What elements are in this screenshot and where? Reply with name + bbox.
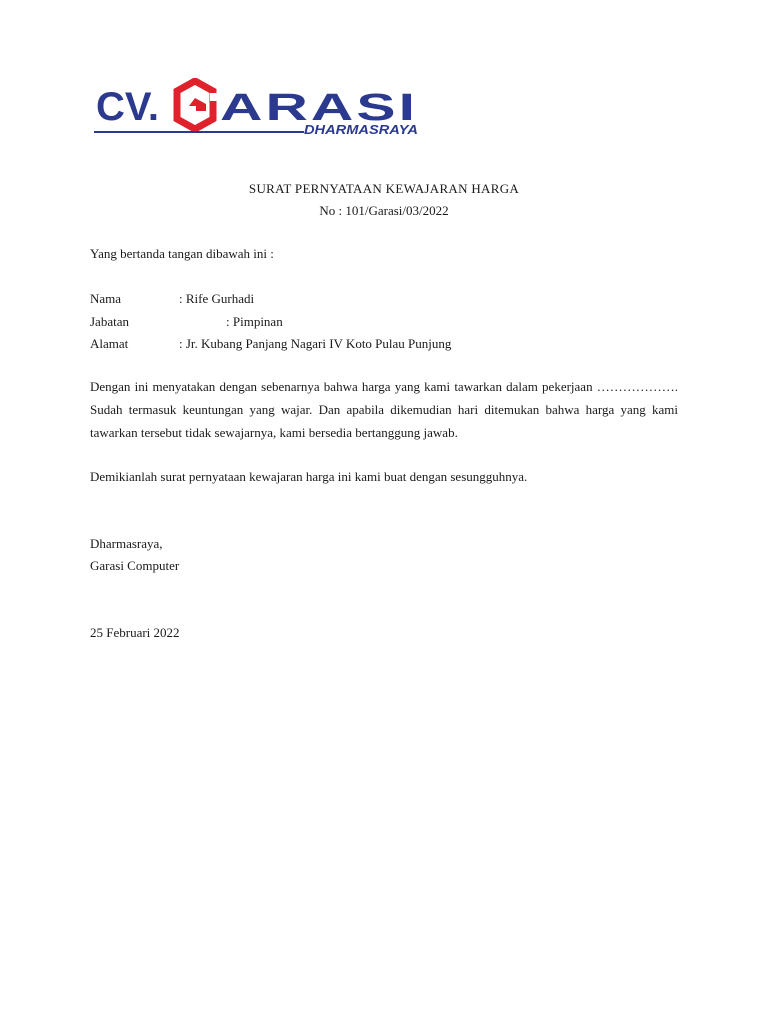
letter-date: 25 Februari 2022 (90, 625, 180, 640)
letter-number: No : 101/Garasi/03/2022 (319, 203, 449, 218)
statement-paragraph: Dengan ini menyatakan dengan sebenarnya bahwa harga yang kami tawarkan dalam pekerjaan ………………. Sudah termasuk keuntungan yang wajar. Dan apabila dikemudian hari ditemukan bahwa harga yang kami tawarkan tersebut tidak sewajarnya, kami bersedia bertanggung jawab. (90, 379, 678, 440)
signature-place: Dharmasraya, (90, 536, 163, 551)
logo-name: ARASI (220, 87, 418, 129)
closing-line: Demikianlah surat pernyataan kewajaran harga ini kami buat dengan sesungguhnya. (90, 469, 528, 484)
logo-hexagon-g-icon (177, 81, 218, 129)
logo-subtitle: DHARMASRAYA (304, 122, 418, 137)
signature-company: Garasi Computer (90, 558, 180, 573)
field-value-alamat: : Jr. Kubang Panjang Nagari IV Koto Pulau Punjung (179, 336, 452, 351)
field-value-nama: : Rife Gurhadi (179, 291, 255, 306)
field-label-alamat: Alamat (90, 336, 129, 351)
field-label-jabatan: Jabatan (90, 314, 129, 329)
field-value-jabatan: : Pimpinan (226, 314, 283, 329)
field-label-nama: Nama (90, 291, 122, 306)
letter-title: SURAT PERNYATAAN KEWAJARAN HARGA (248, 181, 520, 196)
company-logo-graphic (92, 78, 422, 138)
company-logo (92, 78, 422, 138)
intro-line: Yang bertanda tangan dibawah ini : (90, 246, 274, 261)
logo-prefix: CV. (96, 85, 160, 129)
